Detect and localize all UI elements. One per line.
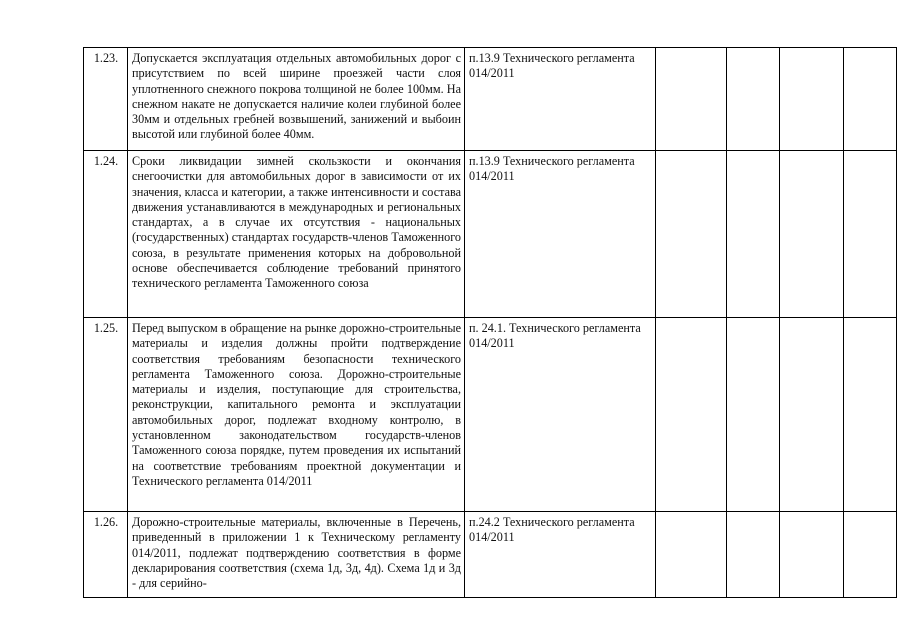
empty-cell <box>727 48 780 151</box>
empty-cell <box>780 151 844 318</box>
requirements-table <box>83 47 897 598</box>
requirement-text: Перед выпуском в обращение на рынке дорожно-строительные материалы и изделия должны пройти подтверждение соответствия требованиям безопасности технического регламента Таможенного союза. Дорожно-строительные материалы и изделия, поступающие для строительства, реконструкции, капитального ремонта и эксплуатации автомобильных дорог, подлежат входному контролю, в установленном законодательством государств-членов Таможенного союза порядке, путем проведения их испытаний на соответствие требованиям проектной документации и Технического регламента 014/2011 <box>128 318 465 512</box>
legal-reference: п.13.9 Технического регламента 014/2011 <box>465 151 656 318</box>
row-number: 1.24. <box>84 151 128 318</box>
empty-cell <box>780 318 844 512</box>
legal-reference: п. 24.1. Технического регламента 014/2011 <box>465 318 656 512</box>
empty-cell <box>780 48 844 151</box>
empty-cell <box>727 512 780 598</box>
table-row <box>84 318 897 512</box>
row-number: 1.26. <box>84 512 128 598</box>
empty-cell <box>780 512 844 598</box>
table-row <box>84 151 897 318</box>
empty-cell <box>656 318 727 512</box>
empty-cell <box>844 151 897 318</box>
table-row <box>84 512 897 598</box>
empty-cell <box>656 48 727 151</box>
requirement-text: Допускается эксплуатация отдельных автомобильных дорог с присутствием по всей ширине проезжей части слоя уплотненного снежного покрова толщиной не более 100мм. На снежном накате не допускается наличие колеи глубиной более 30мм и отдельных гребней возвышений, занижений и выбоин высотой или глубиной более 40мм. <box>128 48 465 151</box>
empty-cell <box>844 318 897 512</box>
requirement-text: Дорожно-строительные материалы, включенные в Перечень, приведенный в приложении 1 к Техническому регламенту 014/2011, подлежат подтверждению соответствия в форме декларирования соответствия (схема 1д, 3д, 4д). Схема 1д и 3д - для серийно- <box>128 512 465 598</box>
empty-cell <box>844 512 897 598</box>
row-number: 1.25. <box>84 318 128 512</box>
requirement-text: Сроки ликвидации зимней скользкости и окончания снегоочистки для автомобильных дорог в зависимости от их значения, класса и категории, а также интенсивности и состава движения устанавливаются в международных и региональных стандартах, а в случае их отсутствия - национальных (государственных) стандартах государств-членов Таможенного союза, в результате применения которых на добровольной основе обеспечивается соблюдение требований принятого технического регламента Таможенного союза <box>128 151 465 318</box>
empty-cell <box>727 318 780 512</box>
empty-cell <box>656 151 727 318</box>
legal-reference: п.13.9 Технического регламента 014/2011 <box>465 48 656 151</box>
empty-cell <box>727 151 780 318</box>
table-row <box>84 48 897 151</box>
empty-cell <box>844 48 897 151</box>
empty-cell <box>656 512 727 598</box>
row-number: 1.23. <box>84 48 128 151</box>
legal-reference: п.24.2 Технического регламента 014/2011 <box>465 512 656 598</box>
